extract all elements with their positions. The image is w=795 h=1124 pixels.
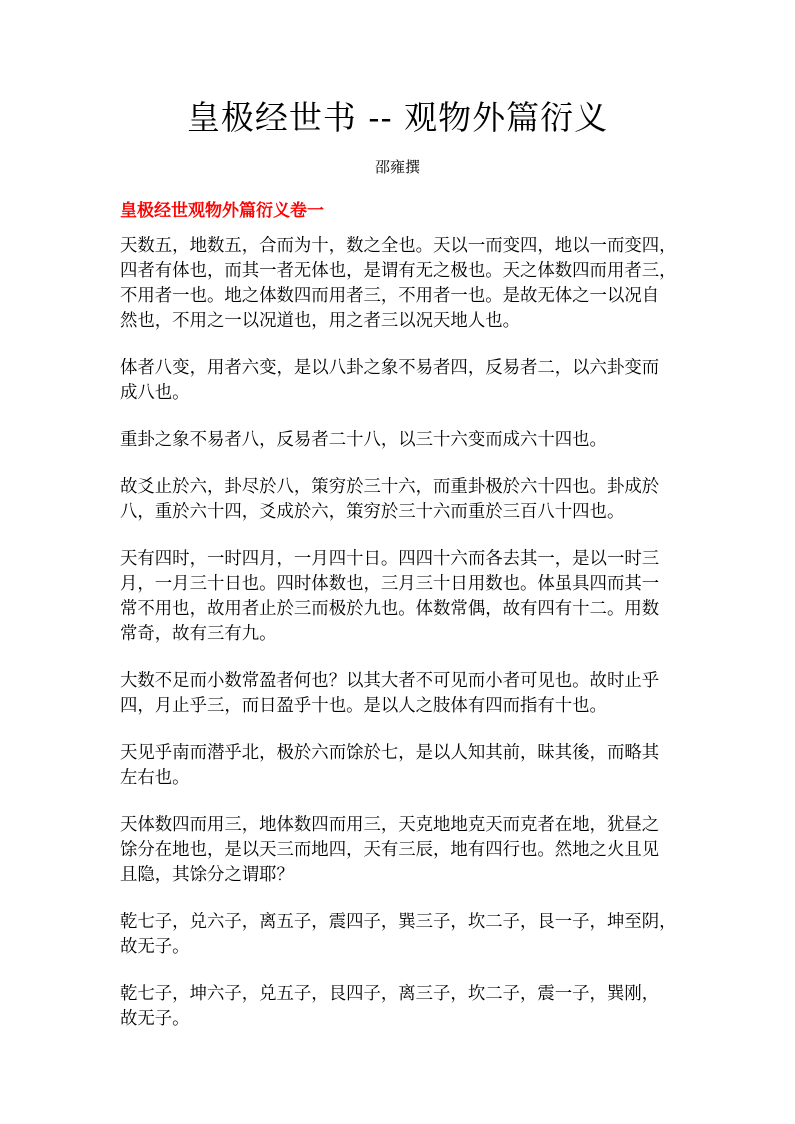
- chapter-heading: 皇极经世观物外篇衍义卷一: [120, 201, 324, 221]
- paragraph-line: 八，重於六十四，爻成於六，策穷於三十六而重於三百八十四也。: [120, 502, 625, 522]
- document-author: 邵雍撰: [374, 158, 420, 176]
- paragraph-line: 重卦之象不易者八，反易者二十八，以三十六变而成六十四也。: [120, 430, 607, 450]
- paragraph-line: 大数不足而小数常盈者何也？以其大者不可见而小者可见也。故时止乎: [120, 671, 660, 691]
- paragraph-line: 四，月止乎三，而日盈乎十也。是以人之肢体有四而指有十也。: [120, 696, 607, 716]
- paragraph-4: [120, 475, 676, 525]
- paragraph-line: 成八也。: [120, 383, 190, 403]
- paragraph-10: [120, 982, 676, 1032]
- paragraph-line: 月，一月三十日也。四时体数也，三月三十日用数也。体虽具四而其一: [120, 574, 660, 594]
- paragraph-9: [120, 910, 676, 960]
- paragraph-line: 常不用也，故用者止於三而极於九也。体数常偶，故有四有十二。用数: [120, 599, 660, 619]
- paragraph-line: 不用者一也。地之体数四而用者三，不用者一也。是故无体之一以况自: [120, 286, 660, 306]
- paragraph-line: 故无子。: [120, 1009, 190, 1029]
- paragraph-1: [120, 234, 676, 334]
- paragraph-5: [120, 547, 676, 647]
- paragraph-line: 天见乎南而潜乎北，极於六而馀於七，是以人知其前，昧其後，而略其: [120, 743, 660, 763]
- paragraph-line: 故爻止於六，卦尽於八，策穷於三十六，而重卦极於六十四也。卦成於: [120, 477, 660, 497]
- paragraph-line: 左右也。: [120, 768, 190, 788]
- paragraph-line: 故无子。: [120, 937, 190, 957]
- paragraph-line: 常奇，故有三有九。: [120, 624, 277, 644]
- paragraph-line: 天数五，地数五，合而为十，数之全也。天以一而变四，地以一而变四，: [120, 236, 677, 256]
- paragraph-line: 体者八变，用者六变，是以八卦之象不易者四，反易者二，以六卦变而: [120, 358, 660, 378]
- paragraph-line: 乾七子，兑六子，离五子，震四子，巽三子，坎二子，艮一子，坤至阴，: [120, 912, 677, 932]
- paragraph-line: 乾七子，坤六子，兑五子，艮四子，离三子，坎二子，震一子，巽刚，: [120, 984, 660, 1004]
- document-title: 皇极经世书 -- 观物外篇衍义: [186, 98, 609, 137]
- paragraph-line: 天有四时，一时四月，一月四十日。四四十六而各去其一，是以一时三: [120, 549, 660, 569]
- paragraph-8: [120, 813, 676, 888]
- paragraph-2: [120, 356, 676, 406]
- paragraph-6: [120, 669, 676, 719]
- body-text: [120, 234, 676, 1054]
- paragraph-line: 馀分在地也，是以天三而地四，天有三辰，地有四行也。然地之火且见: [120, 840, 660, 860]
- paragraph-7: [120, 741, 676, 791]
- paragraph-3: [120, 428, 676, 453]
- paragraph-line: 且隐，其馀分之谓耶？: [120, 865, 294, 885]
- paragraph-line: 然也，不用之一以况道也，用之者三以况天地人也。: [120, 311, 520, 331]
- paragraph-line: 四者有体也，而其一者无体也，是谓有无之极也。天之体数四而用者三，: [120, 261, 677, 281]
- paragraph-line: 天体数四而用三，地体数四而用三，天克地地克天而克者在地，犹昼之: [120, 815, 660, 835]
